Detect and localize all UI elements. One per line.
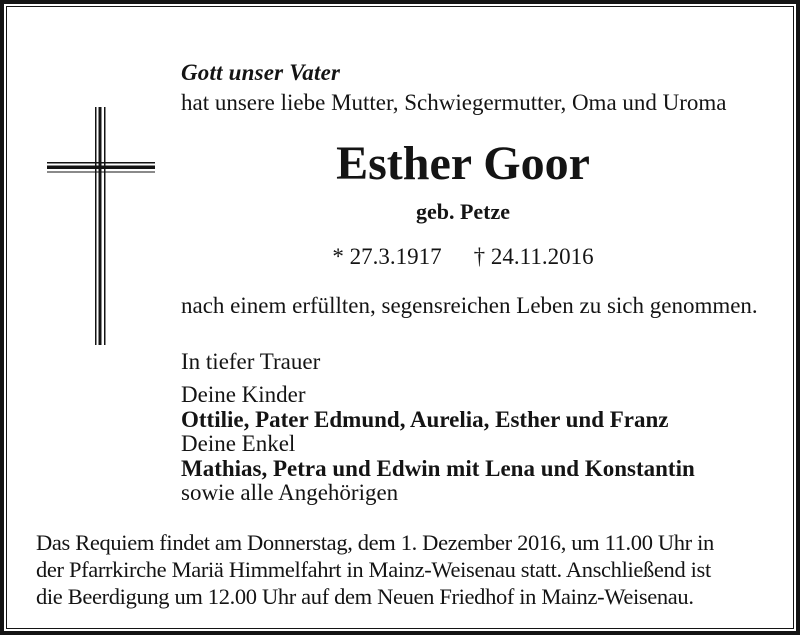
- funeral-line-1: Das Requiem findet am Donnerstag, dem 1. Dezember 2016, um 11.00 Uhr in: [36, 530, 714, 555]
- death-date: † 24.11.2016: [473, 244, 594, 269]
- life-dates: [181, 244, 745, 270]
- mourners-list: [181, 383, 695, 506]
- funeral-information: [36, 529, 772, 610]
- mourning-intro: In tiefer Trauer: [181, 349, 321, 374]
- intro-line: hat unsere liebe Mutter, Schwiegermutter, Oma und Uroma: [181, 90, 727, 115]
- mourner-line-kinder-names: Ottilie, Pater Edmund, Aurelia, Esther und Franz: [181, 406, 669, 432]
- maiden-name: geb. Petze: [415, 199, 511, 224]
- mourner-line-relatives: sowie alle Angehörigen: [181, 480, 399, 506]
- mourner-line-enkel-label: Deine Enkel: [181, 431, 296, 457]
- epigraph: Gott unser Vater: [181, 60, 341, 85]
- funeral-line-3: die Beerdigung um 12.00 Uhr auf dem Neuen Friedhof in Mainz-Weisenau.: [36, 584, 694, 609]
- mourner-line-enkel-names: Mathias, Petra und Edwin mit Lena und Konstantin: [181, 455, 695, 481]
- deceased-name: Esther Goor: [336, 137, 590, 190]
- cross-icon: [45, 104, 157, 346]
- birth-date: * 27.3.1917: [332, 244, 442, 269]
- mourner-line-kinder-label: Deine Kinder: [181, 382, 306, 407]
- life-sentence: nach einem erfüllten, segensreichen Leben zu sich genommen.: [181, 293, 758, 318]
- funeral-line-2: der Pfarrkirche Mariä Himmelfahrt in Mainz-Weisenau statt. Anschließend ist: [36, 557, 711, 582]
